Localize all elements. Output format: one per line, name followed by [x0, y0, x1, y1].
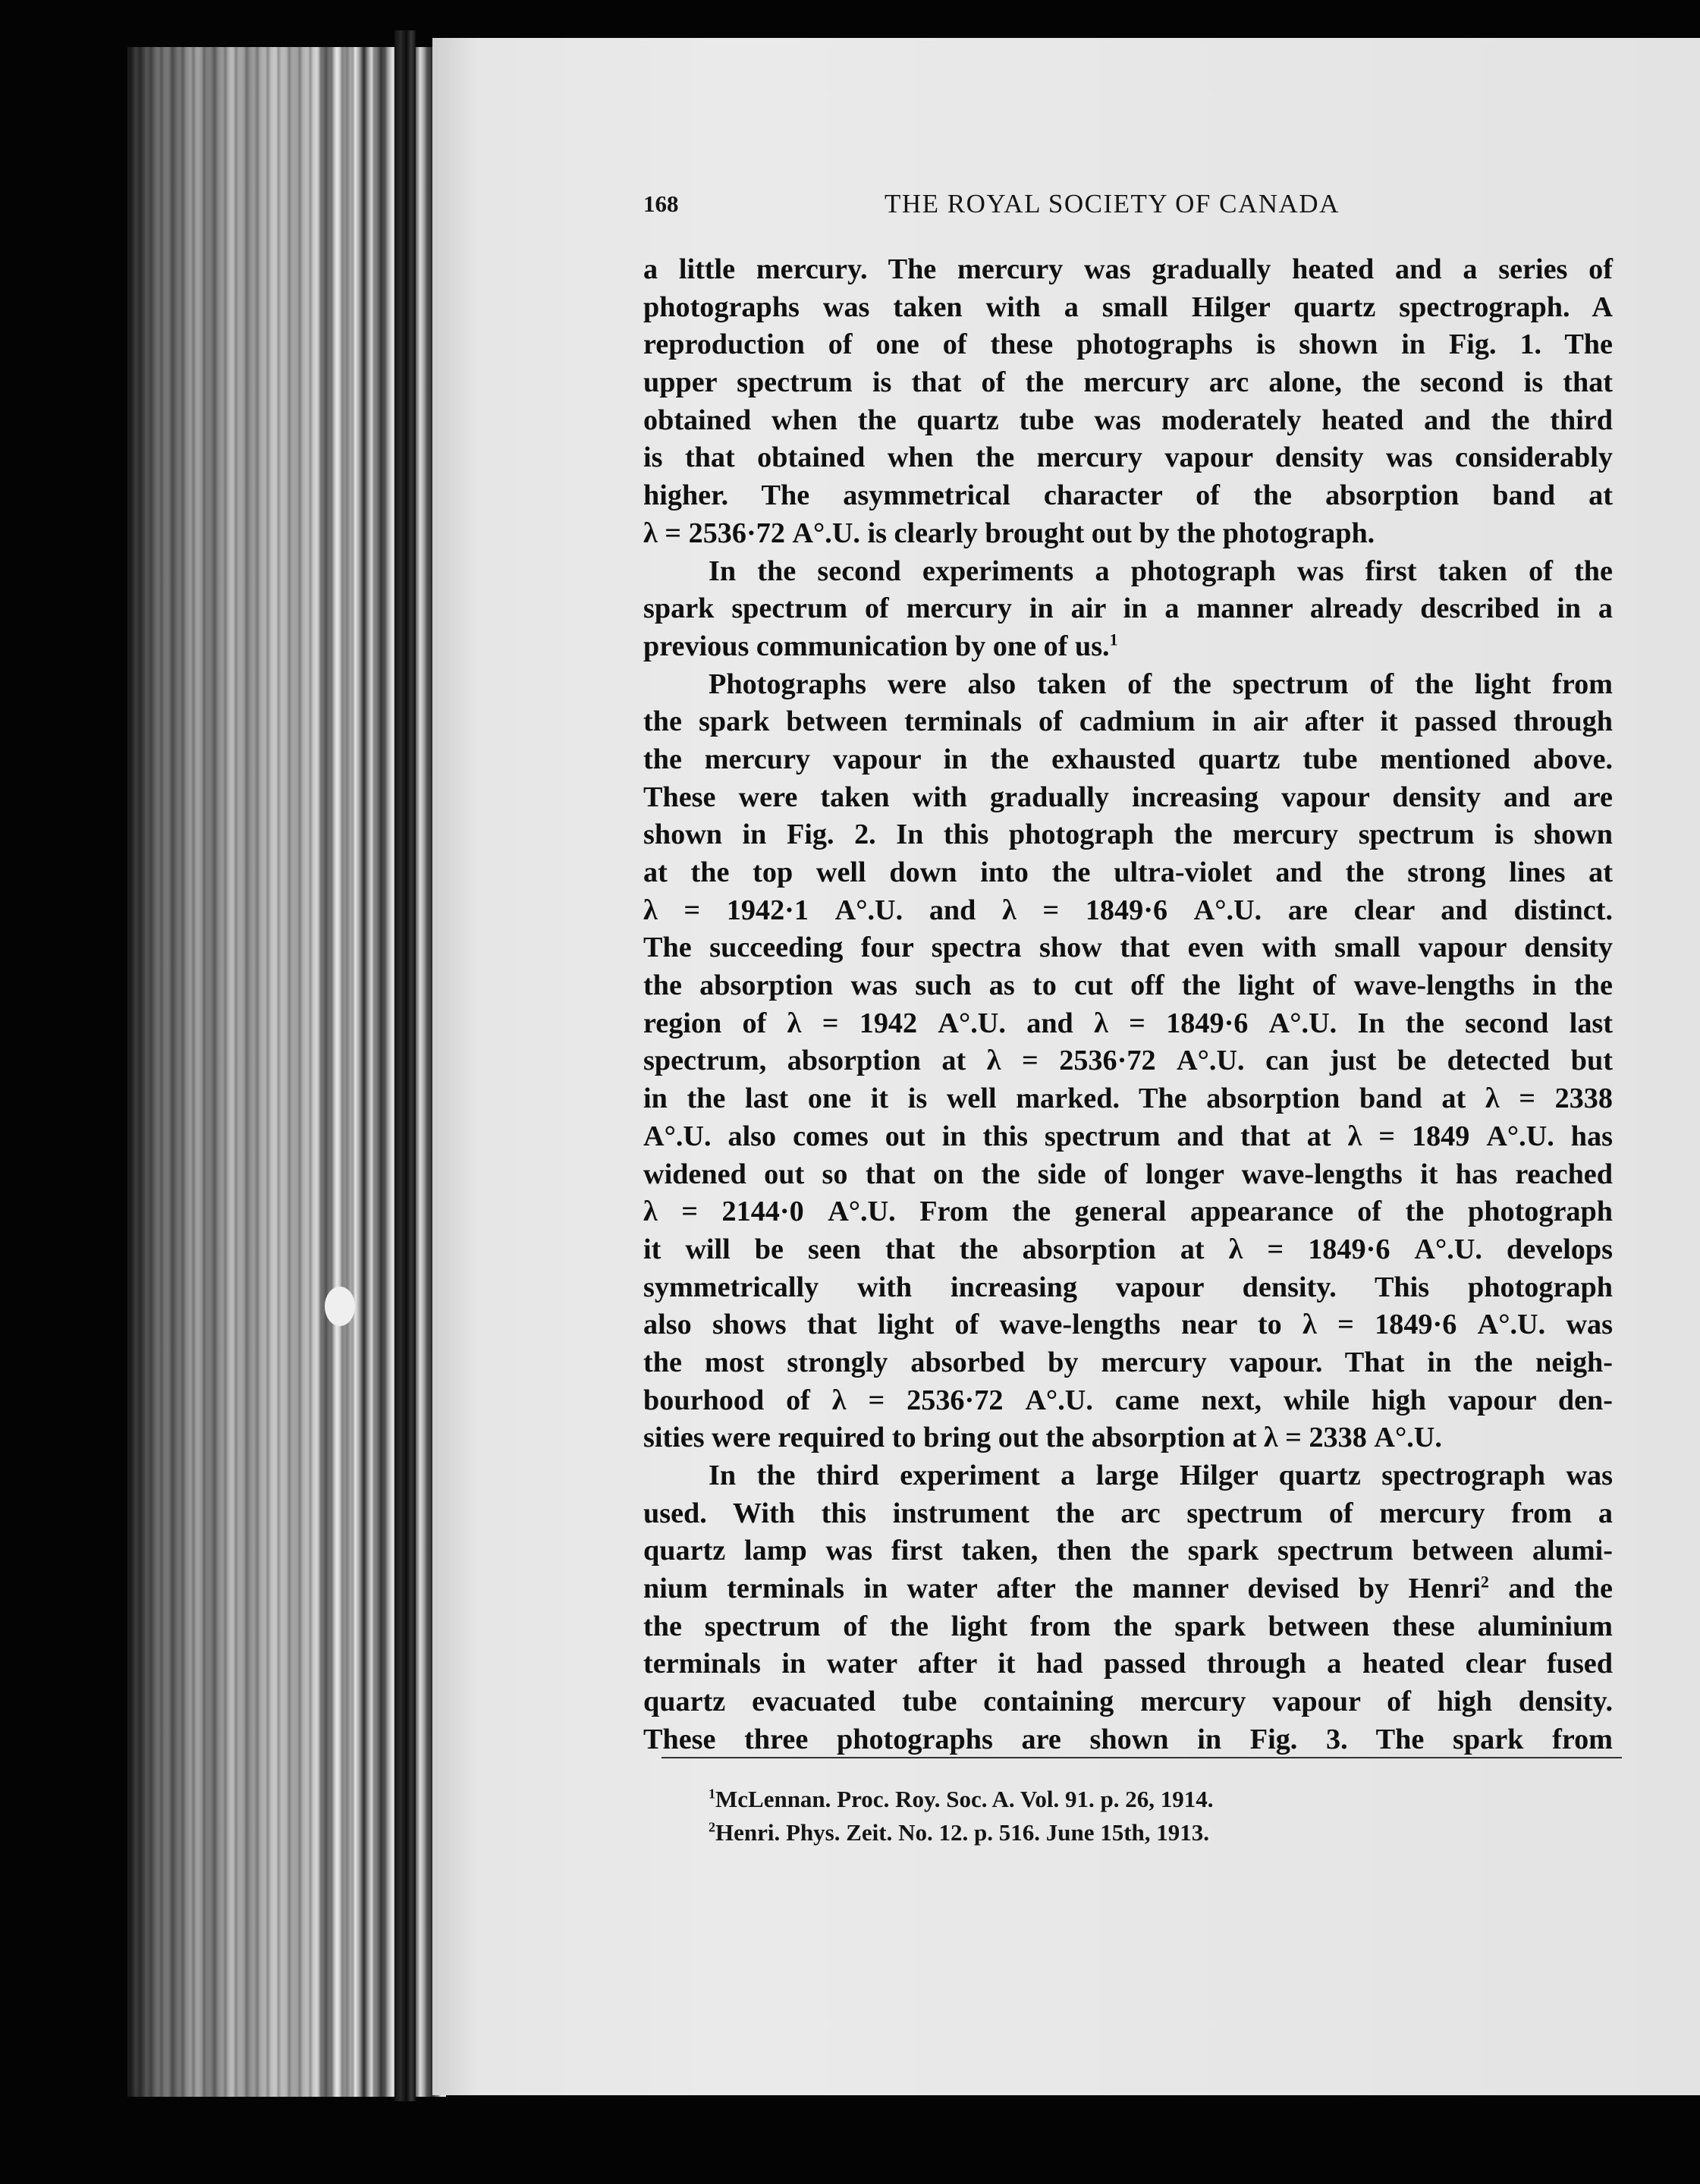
page-header [643, 187, 1607, 225]
text-line: also shows that light of wave-lengths near to λ = 1849·6 A°.U. was [643, 1309, 1613, 1341]
footnote-1 [709, 1783, 1581, 1816]
text-line-with-footnote [643, 1570, 1613, 1608]
text-line: region of λ = 1942 A°.U. and λ = 1849·6 A°.U. In the second last [643, 1007, 1613, 1039]
text-line: quartz lamp was first taken, then the spark spectrum between alumi- [643, 1535, 1613, 1567]
text-line: photographs was taken with a small Hilger quartz spectrograph. A [643, 291, 1613, 323]
text-line: shown in Fig. 2. In this photograph the mercury spectrum is shown [643, 819, 1613, 851]
text-line: the most strongly absorbed by mercury vapour. That in the neigh- [643, 1346, 1613, 1378]
text-line: a little mercury. The mercury was gradually heated and a series of [643, 253, 1613, 285]
footnote-ref-2: 2 [1480, 1572, 1489, 1592]
text-line: reproduction of one of these photographs is shown in Fig. 1. The [643, 328, 1613, 361]
text-line: spark spectrum of mercury in air in a manner already described in a [643, 592, 1613, 625]
page-number: 168 [643, 190, 679, 217]
text-line: used. With this instrument the arc spectrum of mercury from a [643, 1497, 1613, 1529]
footnote-divider [661, 1757, 1622, 1758]
book-spine-shadow [394, 30, 416, 2101]
text-line: the mercury vapour in the exhausted quartz tube mentioned above. [643, 743, 1613, 775]
paper-speck [325, 1287, 355, 1326]
text-line: in the last one it is well marked. The absorption band at λ = 2338 [643, 1083, 1613, 1115]
text-line: λ = 2536·72 A°.U. is clearly brought out by the photograph. [643, 517, 1375, 549]
body-text [643, 251, 1613, 1759]
footnotes [709, 1783, 1581, 1849]
text-line: These three photographs are shown in Fig. 3. The spark from [643, 1723, 1613, 1755]
text-line: sities were required to bring out the absorption at λ = 2338 A°.U. [643, 1422, 1442, 1454]
text-line: spectrum, absorption at λ = 2536·72 A°.U. can just be detected but [643, 1045, 1613, 1077]
text-line: λ = 1942·1 A°.U. and λ = 1849·6 A°.U. are clear and distinct. [643, 894, 1613, 926]
running-head: THE ROYAL SOCIETY OF CANADA [885, 189, 1340, 218]
text-line: In the second experiments a photograph was first taken of the [709, 555, 1613, 587]
text-line: terminals in water after it had passed through a heated clear fused [643, 1648, 1613, 1680]
text-line-tail: and the [1488, 1573, 1613, 1605]
text-line: Photographs were also taken of the spectrum of the light from [709, 668, 1613, 700]
footnote-text: Henri. Phys. Zeit. No. 12. p. 516. June 15th, 1913. [715, 1819, 1210, 1846]
text-line: quartz evacuated tube containing mercury vapour of high density. [643, 1686, 1613, 1718]
text-line: A°.U. also comes out in this spectrum and that at λ = 1849 A°.U. has [643, 1120, 1613, 1152]
text-line: is that obtained when the mercury vapour density was considerably [643, 442, 1613, 474]
footnote-mark: 1 [709, 1786, 715, 1802]
text-line-content: previous communication by one of us. [643, 630, 1110, 662]
text-line: widened out so that on the side of longer wave-lengths it has reached [643, 1158, 1613, 1190]
text-line: These were taken with gradually increasing vapour density and are [643, 781, 1613, 813]
text-line: In the third experiment a large Hilger quartz spectrograph was [709, 1460, 1613, 1491]
text-line: λ = 2144·0 A°.U. From the general appearance of the photograph [643, 1196, 1613, 1228]
text-line: the spark between terminals of cadmium in air after it passed through [643, 705, 1613, 738]
text-line: the spectrum of the light from the spark between these aluminium [643, 1610, 1613, 1642]
text-line: upper spectrum is that of the mercury arc alone, the second is that [643, 366, 1613, 399]
text-line: higher. The asymmetrical character of the absorption band at [643, 479, 1613, 512]
footnote-2 [709, 1816, 1581, 1849]
footnote-ref-1: 1 [1109, 630, 1118, 649]
text-line: obtained when the quartz tube was moderately heated and the third [643, 404, 1613, 436]
text-line: symmetrically with increasing vapour density. This photograph [643, 1271, 1613, 1303]
text-line: bourhood of λ = 2536·72 A°.U. came next, while high vapour den- [643, 1384, 1613, 1416]
text-line: the absorption was such as to cut off the light of wave-lengths in the [643, 969, 1613, 1002]
text-line: at the top well down into the ultra-violet and the strong lines at [643, 856, 1613, 888]
text-line: it will be seen that the absorption at λ = 1849·6 A°.U. develops [643, 1233, 1613, 1265]
text-line: The succeeding four spectra show that even with small vapour density [643, 932, 1613, 964]
text-line-content: nium terminals in water after the manner devised by Henri [643, 1573, 1481, 1605]
text-line-with-footnote [643, 628, 1613, 666]
footnote-text: McLennan. Proc. Roy. Soc. A. Vol. 91. p. 26, 1914. [715, 1786, 1214, 1812]
footnote-mark: 2 [709, 1819, 715, 1835]
